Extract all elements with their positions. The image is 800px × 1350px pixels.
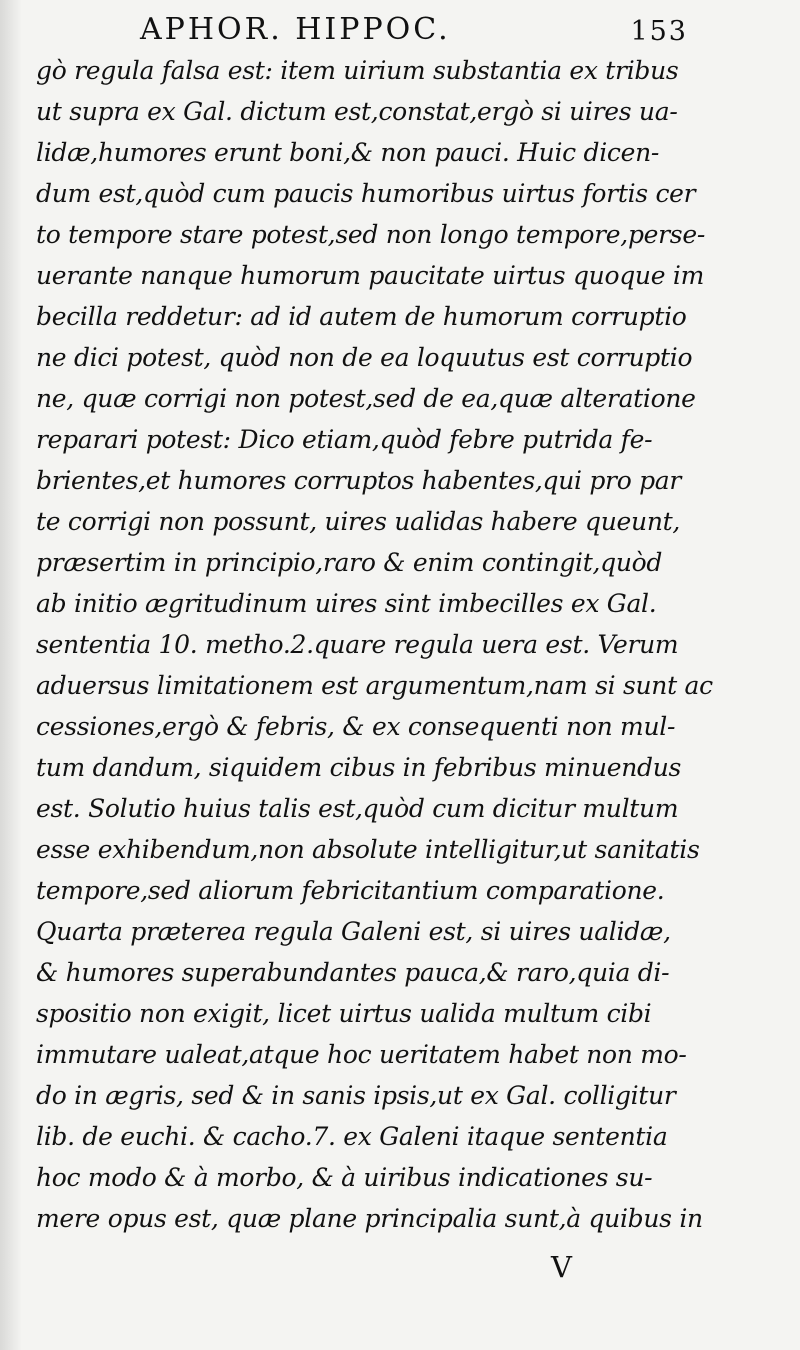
- text-line: reparari potest: Dico etiam,quòd febre putrida fe-: [36, 425, 653, 454]
- text-line: Quarta præterea regula Galeni est, si uires ualidæ,: [36, 917, 671, 946]
- binding-shadow: [0, 0, 22, 1350]
- text-line: tempore,sed aliorum febricitantium comparatione.: [36, 876, 665, 905]
- text-line: est. Solutio huius talis est,quòd cum dicitur multum: [36, 794, 679, 823]
- text-line: mere opus est, quæ plane principalia sunt,à quibus in: [36, 1204, 703, 1233]
- text-line: te corrigi non possunt, uires ualidas habere queunt,: [36, 507, 681, 536]
- body-text: [36, 50, 713, 1239]
- text-line: spositio non exigit, licet uirtus ualida multum cibi: [36, 999, 652, 1028]
- text-line: tum dandum, siquidem cibus in febribus minuendus: [36, 753, 682, 782]
- text-line: præsertim in principio,raro & enim contingit,quòd: [36, 548, 663, 577]
- text-line: to tempore stare potest,sed non longo tempore,perse-: [36, 220, 705, 249]
- running-head: APHOR. HIPPOC.: [140, 12, 451, 47]
- text-line: do in ægris, sed & in sanis ipsis,ut ex Gal. colligitur: [36, 1081, 676, 1110]
- text-line: ab initio ægritudinum uires sint imbecilles ex Gal.: [36, 589, 657, 618]
- text-line: ne, quæ corrigi non potest,sed de ea,quæ alteratione: [36, 384, 696, 413]
- text-line: lib. de euchi. & cacho.7. ex Galeni itaque sententia: [36, 1122, 668, 1151]
- text-line: & humores superabundantes pauca,& raro,quia di-: [36, 958, 670, 987]
- text-line: uerante nanque humorum paucitate uirtus quoque im: [36, 261, 704, 290]
- text-line: aduersus limitationem est argumentum,nam si sunt ac: [36, 671, 713, 700]
- text-line: immutare ualeat,atque hoc ueritatem habet non mo-: [36, 1040, 687, 1069]
- text-line: ut supra ex Gal. dictum est,constat,ergò si uires ua-: [36, 97, 678, 126]
- text-line: hoc modo & à morbo, & à uiribus indicationes su-: [36, 1163, 653, 1192]
- text-line: dum est,quòd cum paucis humoribus uirtus fortis cer: [36, 179, 696, 208]
- page-number: 153: [630, 16, 688, 47]
- text-line: becilla reddetur: ad id autem de humorum corruptio: [36, 302, 687, 331]
- page-header: [0, 12, 800, 52]
- text-line: gò regula falsa est: item uirium substantia ex tribus: [36, 56, 679, 85]
- text-line: brientes,et humores corruptos habentes,qui pro par: [36, 466, 682, 495]
- text-line: sententia 10. metho.2.quare regula uera est. Verum: [36, 630, 679, 659]
- text-line: esse exhibendum,non absolute intelligitur,ut sanitatis: [36, 835, 700, 864]
- signature-mark: V: [551, 1250, 572, 1284]
- text-line: ne dici potest, quòd non de ea loquutus est corruptio: [36, 343, 693, 372]
- text-line: lidæ,humores erunt boni,& non pauci. Huic dicen-: [36, 138, 660, 167]
- text-line: cessiones,ergò & febris, & ex consequenti non mul-: [36, 712, 676, 741]
